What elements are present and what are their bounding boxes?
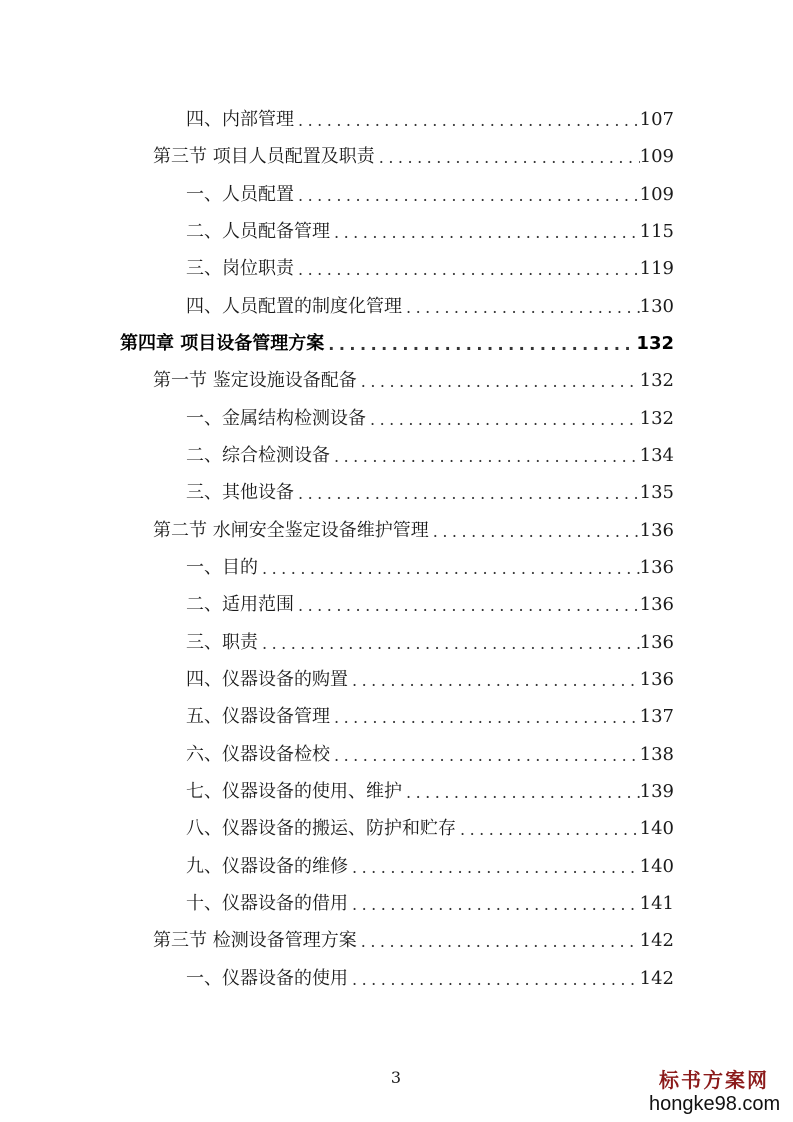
toc-entry-page: 109 bbox=[639, 184, 674, 205]
toc-dot-leader bbox=[370, 407, 640, 433]
toc-dot-leader bbox=[379, 145, 640, 171]
toc-entry[interactable] bbox=[186, 405, 674, 433]
toc-chapter-entry[interactable] bbox=[120, 330, 674, 358]
toc-entry-title: 十、仪器设备的借用 bbox=[186, 893, 348, 914]
toc-entry-page: 109 bbox=[639, 146, 674, 167]
toc-entry-title: 一、仪器设备的使用 bbox=[186, 968, 348, 989]
toc-dot-leader bbox=[334, 220, 640, 246]
toc-entry[interactable] bbox=[186, 890, 674, 918]
toc-entry-title: 二、综合检测设备 bbox=[186, 445, 330, 466]
toc-entry[interactable] bbox=[186, 741, 674, 769]
toc-entry-title: 一、目的 bbox=[186, 557, 258, 578]
toc-entry-page: 135 bbox=[639, 482, 674, 503]
toc-entry[interactable] bbox=[186, 629, 674, 657]
toc-entry-title: 三、岗位职责 bbox=[186, 258, 294, 279]
toc-dot-leader bbox=[334, 705, 640, 731]
toc-dot-leader bbox=[328, 332, 636, 358]
toc-entry[interactable] bbox=[186, 255, 674, 283]
toc-entry-page: 119 bbox=[639, 258, 674, 279]
toc-dot-leader bbox=[352, 668, 640, 694]
toc-entry-title: 六、仪器设备检校 bbox=[186, 744, 330, 765]
toc-entry-page: 136 bbox=[639, 669, 674, 690]
toc-entry-title: 第四章 项目设备管理方案 bbox=[120, 333, 325, 354]
toc-entry-title: 一、金属结构检测设备 bbox=[186, 408, 366, 429]
toc-dot-leader bbox=[334, 743, 640, 769]
toc-entry-title: 四、仪器设备的购置 bbox=[186, 669, 348, 690]
toc-entry-title: 三、其他设备 bbox=[186, 482, 294, 503]
toc-entry-title: 七、仪器设备的使用、维护 bbox=[186, 781, 402, 802]
toc-entry[interactable] bbox=[153, 143, 674, 171]
toc-dot-leader bbox=[334, 444, 640, 470]
toc-entry-page: 138 bbox=[639, 744, 674, 765]
toc-entry[interactable] bbox=[186, 218, 674, 246]
toc-entry-title: 二、适用范围 bbox=[186, 594, 294, 615]
toc-entry[interactable] bbox=[186, 778, 674, 806]
toc-entry[interactable] bbox=[186, 554, 674, 582]
toc-entry[interactable] bbox=[186, 853, 674, 881]
toc-entry[interactable] bbox=[186, 666, 674, 694]
toc-dot-leader bbox=[298, 183, 640, 209]
toc-entry[interactable] bbox=[186, 815, 674, 843]
toc-entry-title: 四、人员配置的制度化管理 bbox=[186, 296, 402, 317]
toc-entry[interactable] bbox=[186, 965, 674, 993]
toc-entry-page: 132 bbox=[639, 370, 674, 391]
watermark-chinese-text: 标书方案网 bbox=[659, 1068, 769, 1092]
toc-dot-leader bbox=[406, 780, 640, 806]
toc-entry-page: 132 bbox=[636, 333, 674, 354]
toc-entry-page: 115 bbox=[639, 221, 674, 242]
toc-entry[interactable] bbox=[153, 367, 674, 395]
toc-entry[interactable] bbox=[153, 927, 674, 955]
toc-dot-leader bbox=[460, 817, 640, 843]
toc-dot-leader bbox=[262, 631, 640, 657]
toc-dot-leader bbox=[298, 108, 640, 134]
toc-entry-title: 三、职责 bbox=[186, 632, 258, 653]
site-watermark bbox=[649, 1068, 779, 1116]
toc-entry[interactable] bbox=[186, 591, 674, 619]
toc-entry-page: 141 bbox=[639, 893, 674, 914]
toc-entry-page: 132 bbox=[639, 408, 674, 429]
toc-entry[interactable] bbox=[186, 442, 674, 470]
toc-entry-page: 136 bbox=[639, 594, 674, 615]
toc-entry[interactable] bbox=[186, 181, 674, 209]
toc-entry[interactable] bbox=[186, 479, 674, 507]
toc-entry-title: 第三节 项目人员配置及职责 bbox=[153, 146, 375, 167]
watermark-url-text: hongke98.com bbox=[649, 1093, 781, 1115]
toc-entry-page: 136 bbox=[639, 632, 674, 653]
toc-entry-page: 140 bbox=[639, 856, 674, 877]
toc-entry-title: 二、人员配备管理 bbox=[186, 221, 330, 242]
toc-entry-page: 107 bbox=[639, 109, 674, 130]
toc-dot-leader bbox=[298, 593, 640, 619]
toc-entry-title: 一、人员配置 bbox=[186, 184, 294, 205]
toc-entry-title: 四、内部管理 bbox=[186, 109, 294, 130]
toc-dot-leader bbox=[352, 967, 640, 993]
toc-entry[interactable] bbox=[186, 106, 674, 134]
toc-dot-leader bbox=[298, 257, 640, 283]
toc-entry-title: 八、仪器设备的搬运、防护和贮存 bbox=[186, 818, 456, 839]
toc-dot-leader bbox=[433, 519, 640, 545]
toc-entry-page: 134 bbox=[639, 445, 674, 466]
toc-entry-page: 142 bbox=[639, 930, 674, 951]
toc-dot-leader bbox=[298, 481, 640, 507]
toc-entry-title: 五、仪器设备管理 bbox=[186, 706, 330, 727]
toc-entry[interactable] bbox=[186, 703, 674, 731]
toc-dot-leader bbox=[262, 556, 640, 582]
toc-dot-leader bbox=[352, 855, 640, 881]
toc-entry-page: 130 bbox=[639, 296, 674, 317]
toc-dot-leader bbox=[361, 929, 640, 955]
toc-dot-leader bbox=[406, 295, 640, 321]
toc-entry-title: 第一节 鉴定设施设备配备 bbox=[153, 370, 357, 391]
toc-entry-title: 九、仪器设备的维修 bbox=[186, 856, 348, 877]
toc-dot-leader bbox=[361, 369, 640, 395]
toc-entry-page: 142 bbox=[639, 968, 674, 989]
toc-entry-title: 第三节 检测设备管理方案 bbox=[153, 930, 357, 951]
toc-entry-page: 140 bbox=[639, 818, 674, 839]
toc-entry-page: 136 bbox=[639, 557, 674, 578]
toc-entry-title: 第二节 水闸安全鉴定设备维护管理 bbox=[153, 520, 429, 541]
page-number: 3 bbox=[390, 1068, 402, 1087]
toc-entry[interactable] bbox=[153, 517, 674, 545]
toc-entry[interactable] bbox=[186, 293, 674, 321]
toc-entry-page: 139 bbox=[639, 781, 674, 802]
toc-dot-leader bbox=[352, 892, 640, 918]
toc-entry-page: 137 bbox=[639, 706, 674, 727]
toc-entry-page: 136 bbox=[639, 520, 674, 541]
